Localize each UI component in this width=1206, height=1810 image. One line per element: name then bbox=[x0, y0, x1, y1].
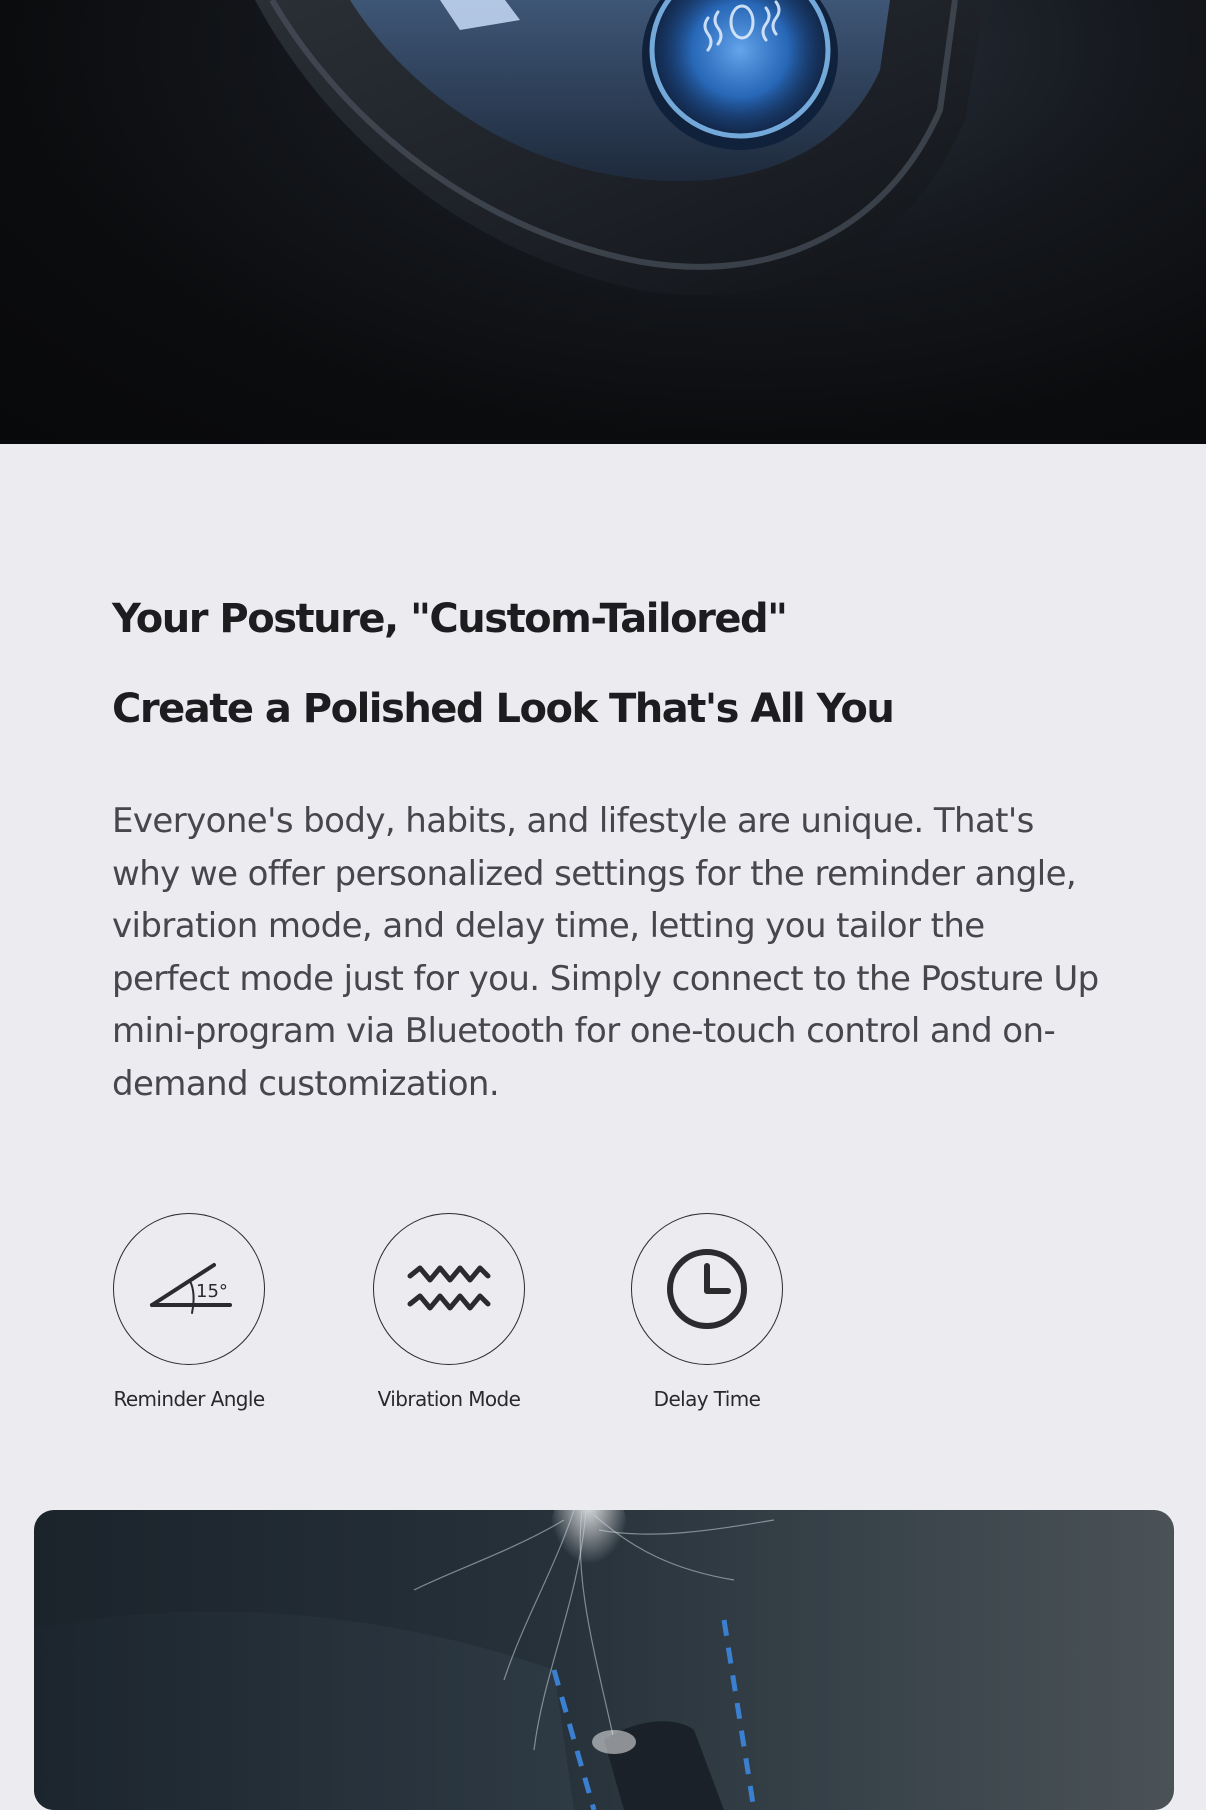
feature-delay-time bbox=[607, 1213, 807, 1411]
lifestyle-photo bbox=[34, 1510, 1174, 1810]
feature-label: Reminder Angle bbox=[113, 1387, 265, 1411]
angle-icon bbox=[113, 1213, 265, 1365]
angle-value: 15° bbox=[196, 1281, 228, 1302]
section-subtitle: Create a Polished Look That's All You bbox=[112, 686, 894, 732]
vibration-wave-icon bbox=[373, 1213, 525, 1365]
feature-label: Vibration Mode bbox=[377, 1387, 521, 1411]
hero-product-image bbox=[0, 0, 1206, 444]
device-illustration bbox=[0, 0, 1206, 444]
section-description: Everyone's body, habits, and lifestyle are unique. That's why we offer personalized settings for the reminder angle, vibration mode, and delay time, letting you tailor the perfect mode just for you. Simply connect to the Posture Up mini-program via Bluetooth for one-touch control and on-demand customization. bbox=[112, 801, 1099, 1104]
clock-icon bbox=[631, 1213, 783, 1365]
feature-reminder-angle bbox=[89, 1213, 289, 1411]
section-title: Your Posture, "Custom-Tailored" bbox=[112, 596, 787, 642]
feature-vibration-mode bbox=[349, 1213, 549, 1411]
feature-label: Delay Time bbox=[653, 1387, 761, 1411]
neck-device-illustration bbox=[34, 1510, 1174, 1810]
